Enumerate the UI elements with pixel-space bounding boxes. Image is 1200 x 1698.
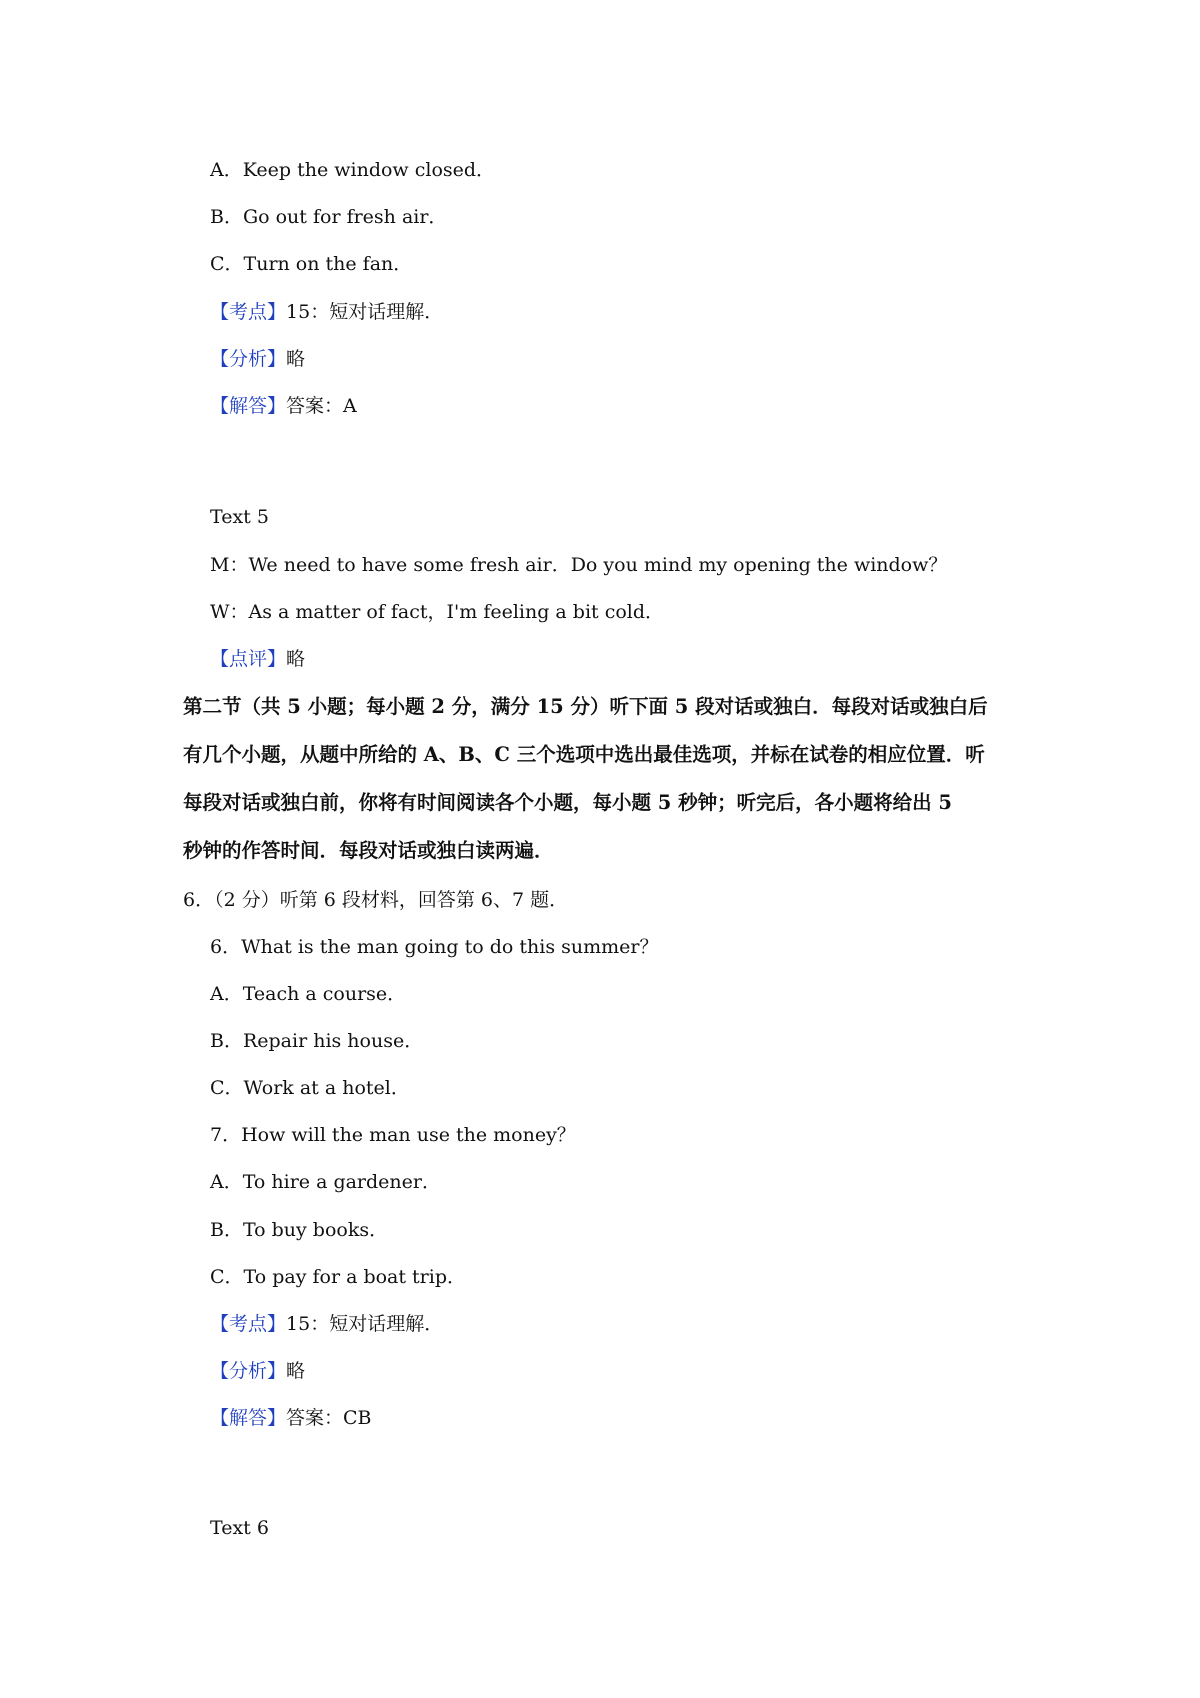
q6-stem: 6．What is the man going to do this summer？ bbox=[210, 936, 659, 958]
section2-line3: 每段对话或独白前，你将有时间阅读各个小题，每小题 5 秒钟；听完后，各小题将给出 5 bbox=[183, 791, 953, 814]
q6-kaodian-tag: 【考点】 bbox=[210, 1313, 287, 1335]
q7-option-b: B．To buy books． bbox=[210, 1219, 389, 1241]
text6-title: Text 6 bbox=[210, 1517, 269, 1539]
question6-header: 6．（2 分）听第 6 段材料，回答第 6、7 题． bbox=[183, 889, 569, 911]
jieda-line bbox=[210, 394, 357, 418]
kaodian-tag: 【考点】 bbox=[210, 301, 287, 323]
section2-line4: 秒钟的作答时间．每段对话或独白读两遍． bbox=[183, 839, 554, 862]
q6-fenxi-line bbox=[210, 1359, 305, 1383]
q6-option-b: B．Repair his house． bbox=[210, 1030, 424, 1052]
fenxi-line bbox=[210, 347, 305, 371]
q6-jieda-tag: 【解答】 bbox=[210, 1407, 287, 1429]
q7-stem: 7．How will the man use the money？ bbox=[210, 1124, 576, 1146]
jieda-tag: 【解答】 bbox=[210, 395, 287, 417]
dianping-tag: 【点评】 bbox=[210, 648, 287, 670]
fenxi-text: 略 bbox=[286, 348, 306, 370]
q6-kaodian-line bbox=[210, 1312, 443, 1336]
option-c: C．Turn on the fan． bbox=[210, 253, 413, 275]
q6-jieda-line bbox=[210, 1406, 372, 1430]
kaodian-text: 15：短对话理解． bbox=[286, 301, 444, 323]
jieda-text: 答案：A bbox=[286, 395, 357, 417]
option-a: A．Keep the window closed． bbox=[210, 159, 496, 181]
q7-option-a: A．To hire a gardener． bbox=[210, 1171, 441, 1193]
text5-title: Text 5 bbox=[210, 506, 269, 528]
section2-instructions bbox=[183, 683, 1023, 875]
dianping-text: 略 bbox=[286, 648, 306, 670]
q7-option-c: C．To pay for a boat trip． bbox=[210, 1266, 466, 1288]
dianping-line bbox=[210, 647, 305, 671]
q6-kaodian-text: 15：短对话理解． bbox=[286, 1313, 444, 1335]
section2-line1: 第二节（共 5 小题；每小题 2 分，满分 15 分）听下面 5 段对话或独白．每段对话或独白后 bbox=[183, 695, 988, 718]
q6-fenxi-text: 略 bbox=[286, 1360, 306, 1382]
text5-line-w: W：As a matter of fact，I'm feeling a bit cold． bbox=[210, 601, 665, 623]
q6-fenxi-tag: 【分析】 bbox=[210, 1360, 287, 1382]
q6-jieda-text: 答案：CB bbox=[286, 1407, 372, 1429]
fenxi-tag: 【分析】 bbox=[210, 348, 287, 370]
kaodian-line bbox=[210, 300, 443, 324]
q6-option-a: A．Teach a course． bbox=[210, 983, 407, 1005]
text5-line-m: M：We need to have some fresh air．Do you mind my opening the window？ bbox=[210, 554, 948, 576]
section2-line2: 有几个小题，从题中所给的 A、B、C 三个选项中选出最佳选项，并标在试卷的相应位置．听 bbox=[183, 743, 985, 766]
option-b: B．Go out for fresh air． bbox=[210, 206, 448, 228]
q6-option-c: C．Work at a hotel． bbox=[210, 1077, 410, 1099]
